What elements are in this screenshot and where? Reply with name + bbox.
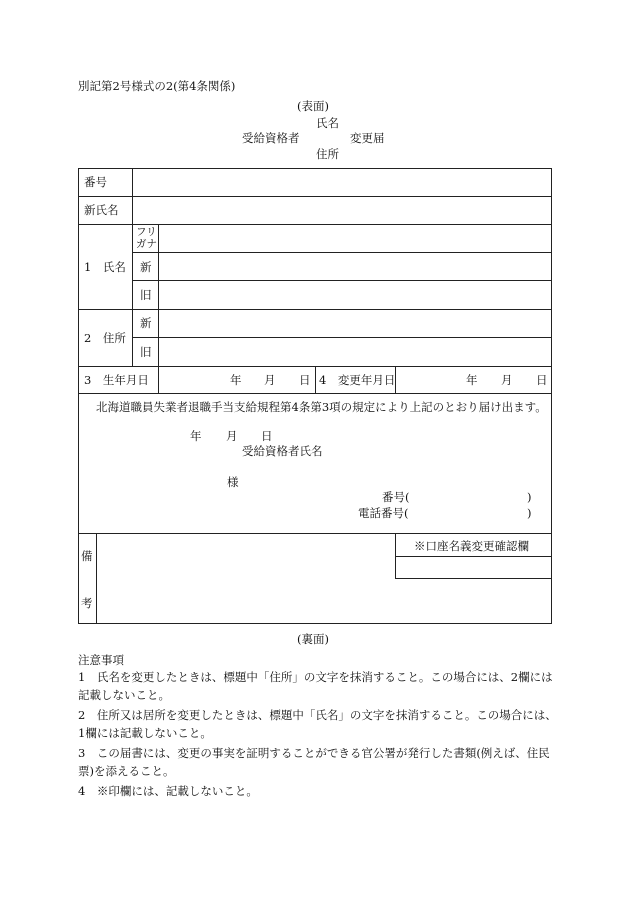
address-section-label: 2 住所 [84,331,126,345]
contact-number-label: 番号( [382,490,410,504]
note-item: 4 ※印欄には、記載しないこと。 [78,784,258,798]
change-date-label: 4 変更年月日 [319,373,396,387]
row-line [132,337,552,338]
furigana-field[interactable] [160,226,550,251]
back-side-label: (裏面) [297,632,329,646]
row-line [395,578,552,579]
name-section-label: 1 氏名 [84,260,126,274]
declaration-day: 日 [261,429,273,443]
title-name-option: 氏名 [316,116,339,130]
col-line [315,366,316,393]
applicant-name-label: 受給資格者氏名 [242,444,323,458]
number-field[interactable] [134,170,550,195]
new-name-field[interactable] [134,198,550,223]
name-new-label: 新 [140,260,152,274]
address-old-field[interactable] [160,339,550,365]
contact-number-close: ) [527,490,532,504]
row-line [132,252,552,253]
col-line [132,168,133,366]
col-line [158,224,159,366]
form-id: 別記第2号様式の2(第4条関係) [78,79,236,93]
row-line [78,533,552,534]
table-border-bottom [78,623,552,624]
title-left: 受給資格者 [242,131,300,145]
row-line [78,393,552,394]
title-address-option: 住所 [316,147,339,161]
col-line [96,533,97,624]
front-side-label: (表面) [297,99,329,113]
change-year: 年 [466,373,478,387]
number-label: 番号 [84,175,107,189]
new-name-label: 新氏名 [84,203,119,217]
birth-year: 年 [230,373,242,387]
note-item: 2 住所又は居所を変更したときは、標題中「氏名」の文字を抹消すること。この場合には、1欄には記載しないこと。 [78,708,557,740]
address-old-label: 旧 [140,345,152,359]
col-line [158,366,159,393]
row-line [132,280,552,281]
declaration-month: 月 [226,429,238,443]
name-new-field[interactable] [160,254,550,279]
change-day: 日 [536,373,548,387]
row-line [78,309,552,310]
address-new-field[interactable] [160,311,550,336]
address-new-label: 新 [140,316,152,330]
name-old-label: 旧 [140,288,152,302]
declaration-text: 北海道職員失業者退職手当支給規程第4条第3項の規定により上記のとおり届け出ます。 [96,400,547,414]
note-item: 3 この届書には、変更の事実を証明することができる官公署が発行した書類(例えば、住民票)を添えること。 [78,746,550,778]
birth-month: 月 [264,373,276,387]
phone-number-label: 電話番号( [358,506,409,520]
birth-day: 日 [299,373,311,387]
remarks-label-bottom: 考 [81,596,93,610]
title-right: 変更届 [350,131,385,145]
birth-label: 3 生年月日 [84,373,149,387]
row-line [395,556,552,557]
account-check-label: ※口座名義変更確認欄 [414,539,529,553]
remarks-field[interactable] [98,535,394,622]
honorific-sama: 様 [227,475,239,489]
remarks-label-top: 備 [81,549,93,563]
row-line [78,196,552,197]
furigana-label-2: ガナ [136,238,157,250]
phone-number-close: ) [527,506,532,520]
table-border-left [78,168,79,624]
furigana-label-1: フリ [136,226,157,238]
name-old-field[interactable] [160,282,550,308]
row-line [78,224,552,225]
declaration-year: 年 [190,429,202,443]
notes-title: 注意事項 [78,653,124,667]
note-item: 1 氏名を変更したときは、標題中「住所」の文字を抹消すること。この場合には、2欄には記載しないこと。 [78,670,553,702]
change-month: 月 [501,373,513,387]
table-border-top [78,168,552,169]
